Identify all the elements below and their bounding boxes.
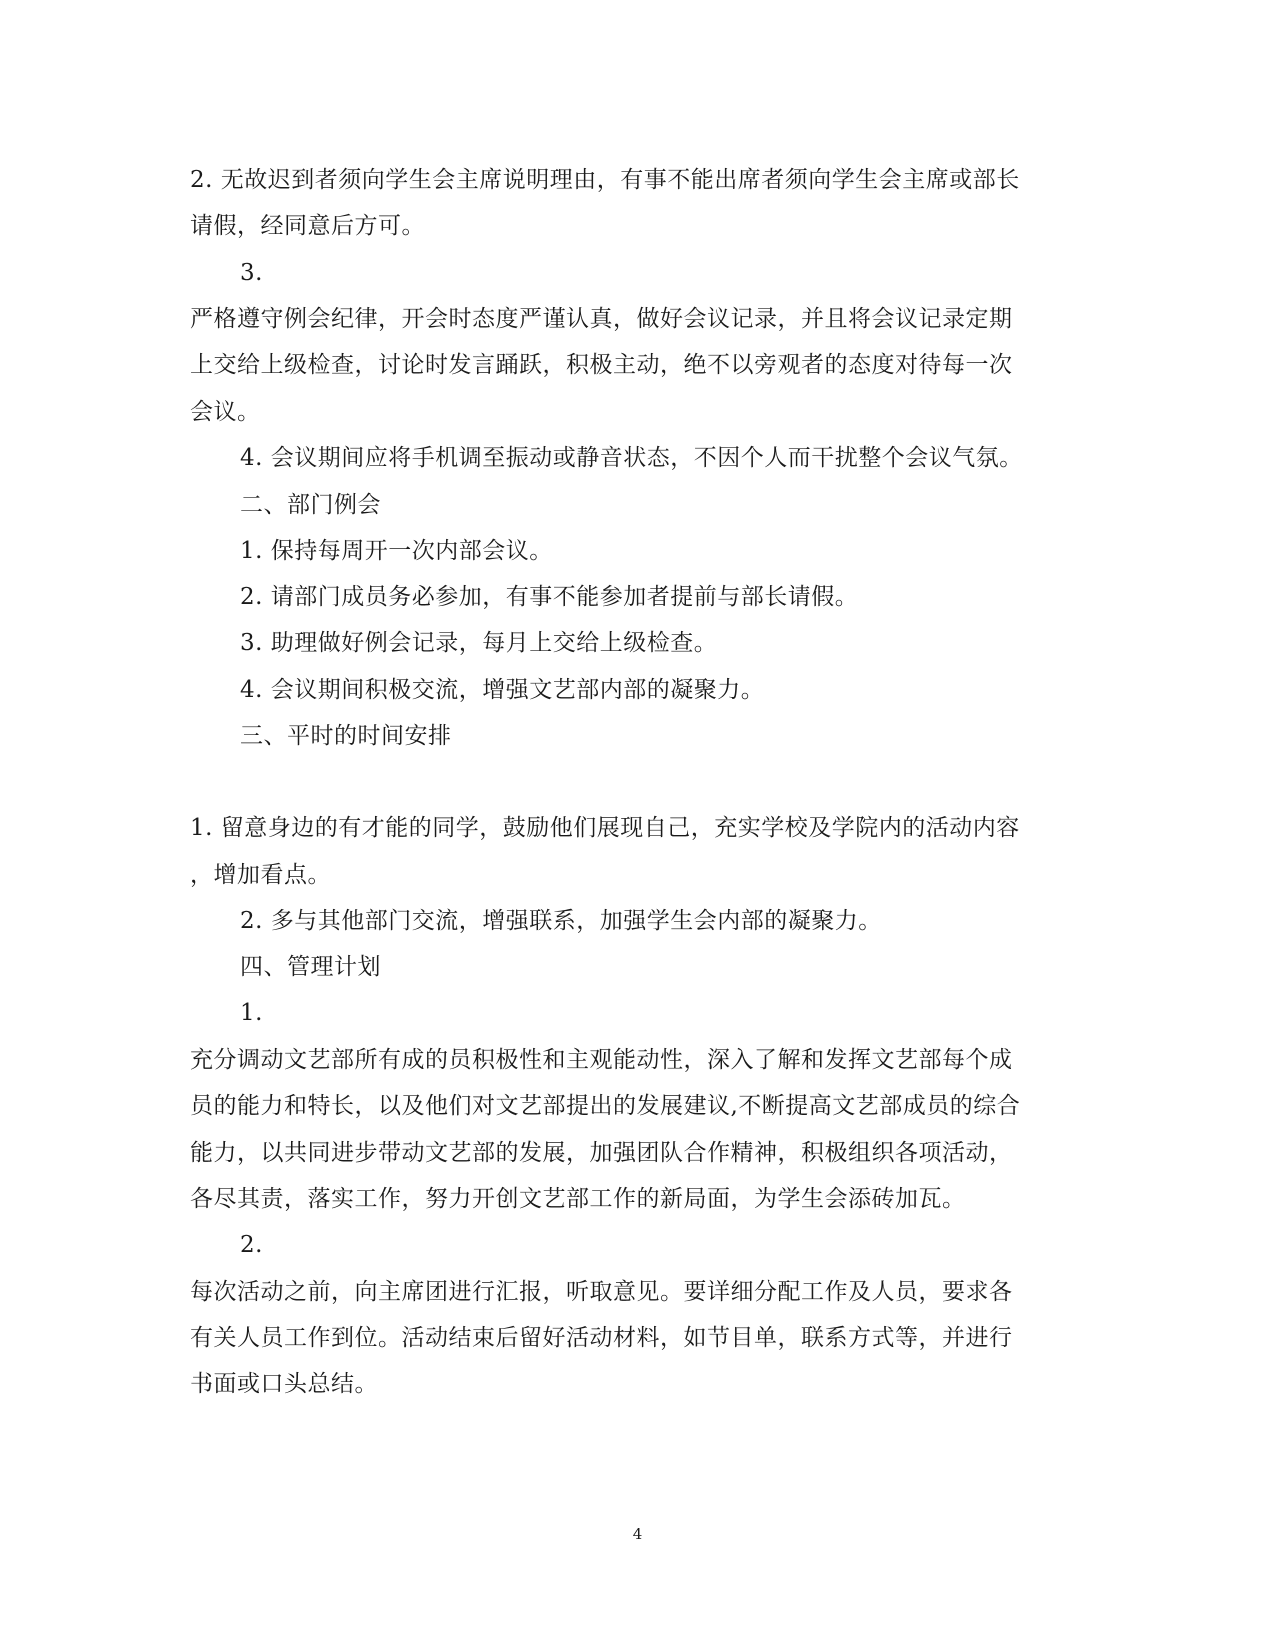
text-line: 每次活动之前，向主席团进行汇报，听取意见。要详细分配工作及人员，要求各 — [190, 1279, 1013, 1305]
text-line: 请假，经同意后方可。 — [190, 213, 425, 239]
text-line: 充分调动文艺部所有成的员积极性和主观能动性，深入了解和发挥文艺部每个成 — [190, 1047, 1013, 1073]
text-line: 2. 无故迟到者须向学生会主席说明理由，有事不能出席者须向学生会主席或部长 — [190, 167, 1020, 193]
text-line: ，增加看点。 — [190, 862, 331, 888]
text-line: 2. — [240, 1232, 263, 1258]
text-line: 4. 会议期间积极交流，增强文艺部内部的凝聚力。 — [240, 677, 765, 703]
text-line: 1. — [240, 1000, 263, 1026]
text-line: 2. 多与其他部门交流，增强联系，加强学生会内部的凝聚力。 — [240, 908, 882, 934]
text-line: 书面或口头总结。 — [190, 1371, 378, 1397]
page-number: 4 — [632, 1525, 643, 1543]
text-line: 2. 请部门成员务必参加，有事不能参加者提前与部长请假。 — [240, 584, 859, 610]
text-line: 会议。 — [190, 399, 261, 425]
text-line: 上交给上级检查，讨论时发言踊跃，积极主动，绝不以旁观者的态度对待每一次 — [190, 352, 1013, 378]
text-line: 1. 保持每周开一次内部会议。 — [240, 538, 553, 564]
section-heading: 四、管理计划 — [240, 954, 381, 980]
text-line: 有关人员工作到位。活动结束后留好活动材料，如节目单，联系方式等，并进行 — [190, 1325, 1013, 1351]
text-line: 各尽其责，落实工作，努力开创文艺部工作的新局面，为学生会添砖加瓦。 — [190, 1186, 966, 1212]
text-line: 员的能力和特长，以及他们对文艺部提出的发展建议,不断提高文艺部成员的综合 — [190, 1093, 1021, 1119]
text-line: 4. 会议期间应将手机调至振动或静音状态，不因个人而干扰整个会议气氛。 — [240, 445, 1023, 471]
section-heading: 二、部门例会 — [240, 492, 381, 518]
text-line: 1. 留意身边的有才能的同学，鼓励他们展现自己，充实学校及学院内的活动内容 — [190, 815, 1020, 841]
text-line: 能力，以共同进步带动文艺部的发展，加强团队合作精神，积极组织各项活动， — [190, 1140, 1013, 1166]
text-line: 严格遵守例会纪律，开会时态度严谨认真，做好会议记录，并且将会议记录定期 — [190, 306, 1013, 332]
section-heading: 三、平时的时间安排 — [240, 723, 452, 749]
text-line: 3. 助理做好例会记录，每月上交给上级检查。 — [240, 630, 718, 656]
text-line: 3. — [240, 260, 263, 286]
